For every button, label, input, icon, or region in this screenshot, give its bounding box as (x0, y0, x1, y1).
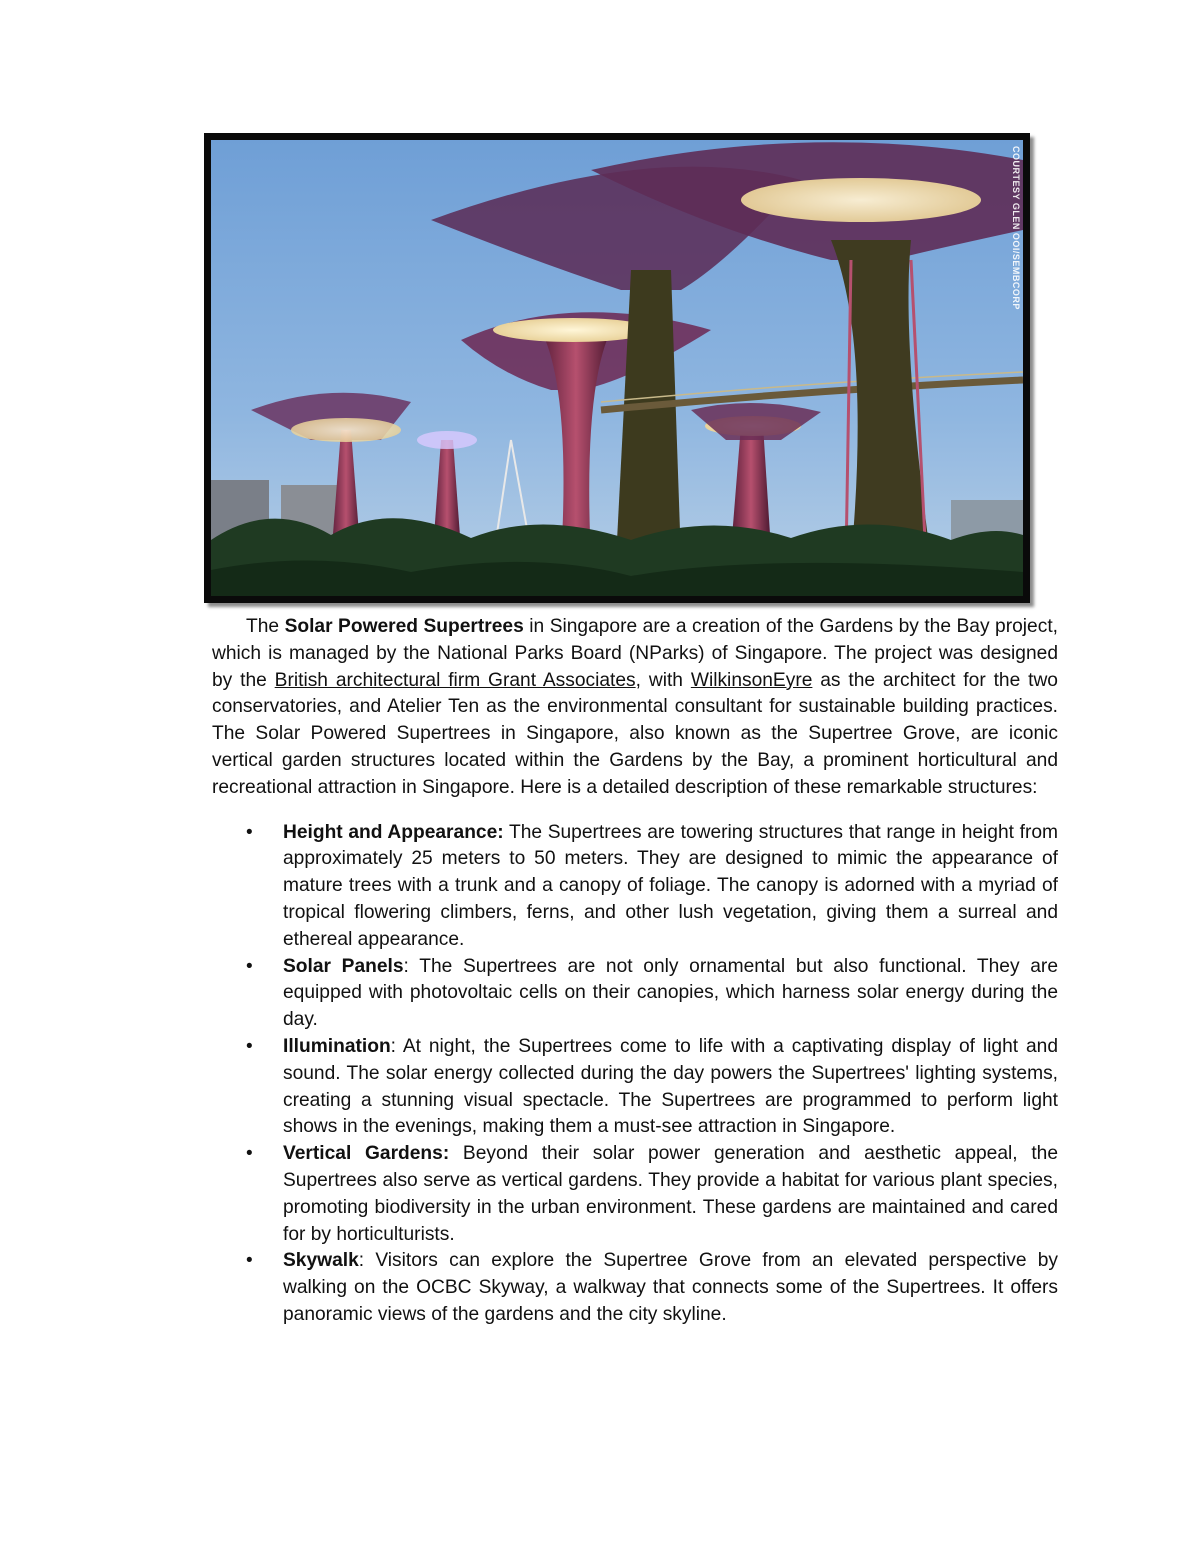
photo-credit: COURTESY GLEN OOI/SEMBCORP (1011, 146, 1021, 310)
intro-text-3: as the architect for the two conservatories, and Atelier Ten as the environmental consultant for sustainable building practices. The Solar Powered Supertrees in Singapore, also known as the Supertree Grove, are iconic vertical garden structures located within the Gardens by the Bay, a prominent horticultural and recreational attraction in Singapore. Here is a detailed description of these remarkable structures: (212, 669, 1058, 798)
wilkinsoneyre-link[interactable]: WilkinsonEyre (690, 669, 813, 691)
intro-lead: The (246, 616, 285, 637)
list-item-text: The Supertrees are towering structures that range in height from approximately 25 meters to 50 meters. They are designed to mimic the appearance of mature trees with a trunk and a canopy of foliage. The canopy is adorned with a myriad of tropical flowering climbers, ferns, and other lush vegetation, giving them a surreal and ethereal appearance. (283, 821, 1059, 950)
list-item-text: Beyond their solar power generation and aesthetic appeal, the Supertrees also serve as vertical gardens. They provide a habitat for various plant species, promoting biodiversity in the urban environment. These gardens are maintained and cared for by horticulturists. (283, 1143, 1058, 1245)
list-item (212, 954, 1058, 1034)
list-item-heading: Skywalk (283, 1250, 359, 1272)
list-item-text: : The Supertrees are not only ornamental but also functional. They are equipped with photovoltaic cells on their canopies, which harness solar energy during the day. (283, 955, 1058, 1031)
intro-text-2: , with (635, 669, 691, 691)
intro-text-1: in Singapore are a creation of the Gardens by the Bay project, which is managed by the National Parks Board (NParks) of Singapore. The project was designed by the (212, 616, 1058, 691)
intro-paragraph (212, 614, 1058, 802)
list-item-heading: Height and Appearance: (283, 821, 504, 843)
list-item-heading: Vertical Gardens: (283, 1143, 450, 1165)
supertrees-photo (204, 133, 1030, 603)
list-item-text: : Visitors can explore the Supertree Grove from an elevated perspective by walking on the OCBC Skyway, a walkway that connects some of the Supertrees. It offers panoramic views of the gardens and the city skyline. (283, 1250, 1058, 1325)
list-item (212, 1034, 1058, 1141)
list-item-heading: Solar Panels (283, 955, 404, 977)
supertrees-illustration (211, 140, 1023, 596)
grant-associates-link[interactable]: British architectural firm Grant Associates (274, 669, 636, 691)
article-body (212, 614, 1058, 1329)
list-item-heading: Illumination (283, 1035, 391, 1057)
list-item-text: : At night, the Supertrees come to life with a captivating display of light and sound. The solar energy collected during the day powers the Supertrees' lighting systems, creating a stunning visual spectacle. The Supertrees are programmed to perform light shows in the evenings, making them a must-see attraction in Singapore. (283, 1035, 1058, 1138)
list-item (212, 820, 1058, 954)
feature-list (212, 820, 1058, 1329)
intro-bold-title: Solar Powered Supertrees (284, 616, 524, 637)
list-item (212, 1141, 1058, 1248)
list-item (212, 1248, 1058, 1328)
